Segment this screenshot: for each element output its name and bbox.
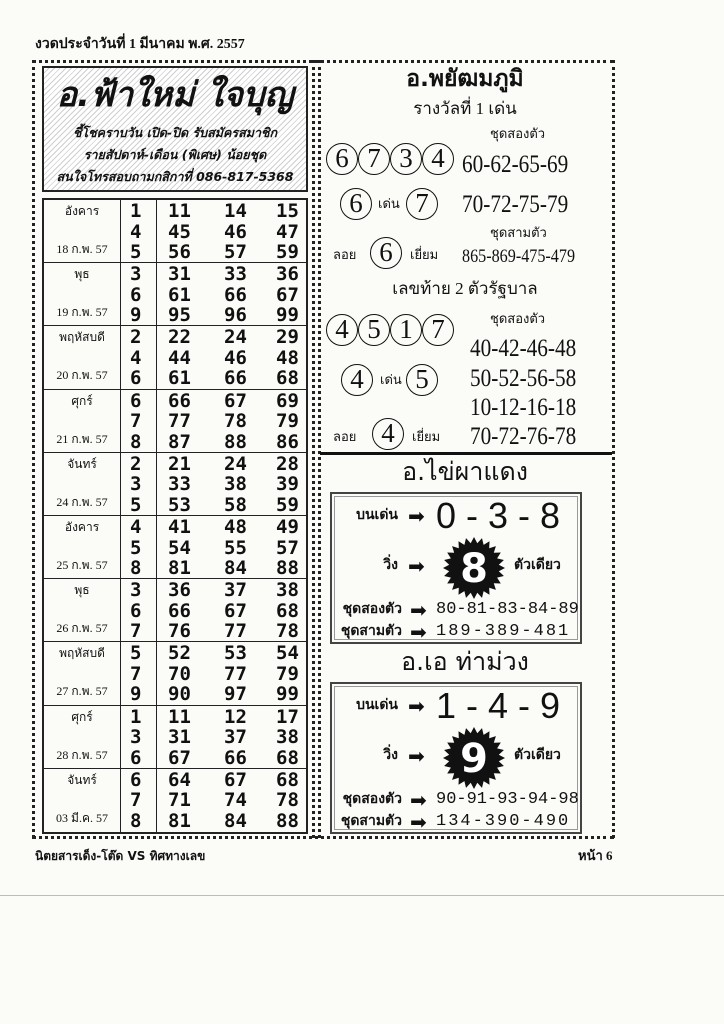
- three-digit-set: 189-389-481: [436, 622, 571, 641]
- number-cell: 38: [224, 473, 247, 496]
- number-cell: 68: [276, 746, 299, 769]
- number-cell: 68: [276, 599, 299, 622]
- three-digit-set: 865-869-475-479: [462, 246, 576, 267]
- two-digit-set: 10-12-16-18: [470, 394, 577, 421]
- frame-right: [612, 60, 615, 838]
- lead-digit: 2: [130, 326, 142, 349]
- day-label: พฤหัสบดี: [59, 330, 105, 345]
- magazine-name: นิตยสารเด็ง-โต๊ด VS ทิศทางเลข: [35, 849, 206, 863]
- number-cell: 95: [168, 304, 191, 327]
- number-cell: 79: [276, 662, 299, 685]
- number-cell: 49: [276, 516, 299, 538]
- number-cell: 24: [224, 326, 247, 349]
- number-cell: 36: [168, 579, 191, 602]
- run-label: วิ่ง: [383, 748, 398, 763]
- two-digit-set: 90-91-93-94-98: [436, 790, 579, 809]
- lead-digit: 7: [130, 662, 142, 685]
- lead-digit: 7: [130, 620, 142, 643]
- number-cell: 41: [168, 516, 191, 538]
- lead-word: เด่น: [378, 196, 400, 211]
- number-cell: 47: [276, 220, 299, 243]
- lead-digit: 7: [130, 789, 142, 812]
- number-cell: 31: [168, 726, 191, 749]
- lead-digit: 5: [130, 642, 142, 665]
- frame-bottom: [32, 836, 614, 839]
- lead-digit: 3: [130, 473, 142, 496]
- number-cell: 66: [224, 746, 247, 769]
- arrow-icon: ➡: [408, 504, 425, 528]
- number-cell: 86: [276, 430, 299, 453]
- daily-results-table: [42, 198, 308, 834]
- number-cell: 57: [276, 536, 299, 559]
- frame-divider: [318, 60, 321, 838]
- table-group: [44, 642, 306, 705]
- day-label: พุธ: [74, 267, 90, 282]
- three-digit-set: 134-390-490: [436, 812, 571, 831]
- number-cell: 12: [224, 705, 247, 728]
- lead-digit: 1: [130, 200, 142, 222]
- number-cell: 78: [276, 620, 299, 643]
- number-cell: 11: [168, 200, 191, 222]
- lead-digit: 5: [130, 493, 142, 516]
- number-cell: 37: [224, 579, 247, 602]
- two-digit-label: ชุดสองตัว: [490, 311, 546, 326]
- number-cell: 28: [276, 452, 299, 475]
- number-cell: 67: [276, 283, 299, 306]
- lead-digit: 8: [130, 430, 142, 453]
- table-group: [44, 200, 306, 263]
- page-number: หน้า 6: [578, 848, 613, 863]
- top-label: บนเด่น: [356, 698, 398, 713]
- number-cell: 87: [168, 430, 191, 453]
- starburst-icon: [442, 536, 506, 600]
- number-cell: 78: [276, 789, 299, 812]
- number-cell: 38: [276, 579, 299, 602]
- lead-digit: 6: [130, 283, 142, 306]
- lead-digit: 6: [130, 367, 142, 390]
- starburst-icon: [442, 726, 506, 790]
- info-line: ชี้โชคราบวัน เปิด-ปิด รับสมัครสมาชิก: [72, 125, 278, 140]
- date-label: 18 ก.พ. 57: [56, 242, 108, 256]
- table-group: [44, 516, 306, 579]
- top-label: บนเด่น: [356, 508, 398, 523]
- result-box: [330, 682, 582, 834]
- number-cell: 97: [224, 683, 247, 706]
- date-label: 24 ก.พ. 57: [56, 494, 108, 509]
- number-cell: 54: [168, 536, 191, 559]
- frame-top: [32, 60, 614, 63]
- number-cell: 99: [276, 304, 299, 327]
- number-cell: 53: [168, 493, 191, 516]
- number-cell: 71: [168, 789, 191, 812]
- arrow-icon: ➡: [410, 810, 427, 834]
- number-cell: 77: [224, 620, 247, 643]
- lead-digit: 6: [130, 746, 142, 769]
- digit-circle: 4: [326, 314, 358, 346]
- float-suffix: เยี่ยม: [410, 247, 439, 262]
- number-cell: 36: [276, 263, 299, 286]
- number-cell: 52: [168, 642, 191, 665]
- day-label: อังคาร: [64, 520, 100, 534]
- info-line: รายสัปดาห์-เดือน (พิเศษ) น้อยชุด: [83, 147, 267, 162]
- date-label: 19 ก.พ. 57: [56, 305, 108, 320]
- number-cell: 84: [224, 557, 247, 579]
- number-cell: 48: [224, 516, 247, 538]
- run-label: วิ่ง: [383, 558, 398, 573]
- number-cell: 77: [224, 662, 247, 685]
- number-cell: 64: [168, 768, 191, 791]
- table-group: [44, 769, 306, 832]
- number-cell: 67: [224, 599, 247, 622]
- number-cell: 67: [224, 768, 247, 791]
- number-cell: 66: [168, 599, 191, 622]
- number-cell: 56: [168, 241, 191, 263]
- arrow-icon: ➡: [410, 788, 427, 812]
- number-cell: 21: [168, 452, 191, 475]
- number-cell: 48: [276, 346, 299, 369]
- number-cell: 17: [276, 705, 299, 728]
- number-cell: 88: [276, 809, 299, 832]
- lead-digit: 4: [130, 346, 142, 369]
- section-title: อ.ไข่ผาแดง: [402, 457, 528, 486]
- top-numbers: 0 - 3 - 8: [436, 495, 561, 536]
- number-cell: 61: [168, 367, 191, 390]
- day-label: ศุกร์: [71, 393, 93, 408]
- number-cell: 11: [168, 705, 191, 728]
- arrow-icon: ➡: [408, 744, 425, 768]
- number-cell: 24: [224, 452, 247, 475]
- top-numbers: 1 - 4 - 9: [436, 685, 561, 726]
- number-cell: 38: [276, 726, 299, 749]
- lead-digit: 3: [130, 263, 142, 286]
- day-label: ศุกร์: [71, 709, 93, 724]
- number-cell: 37: [224, 726, 247, 749]
- digit-circle: 6: [370, 237, 402, 269]
- digit-circle: 3: [390, 143, 422, 175]
- two-digit-set: 60-62-65-69: [462, 151, 569, 178]
- date-label: 27 ก.พ. 57: [56, 684, 108, 699]
- lead-digit: 5: [130, 536, 142, 559]
- date-label: 26 ก.พ. 57: [56, 621, 108, 636]
- number-cell: 79: [276, 410, 299, 433]
- lead-digit: 4: [130, 516, 142, 538]
- number-cell: 70: [168, 662, 191, 685]
- table-group: [44, 263, 306, 326]
- number-cell: 22: [168, 326, 191, 349]
- table-group: [44, 579, 306, 642]
- number-cell: 66: [224, 283, 247, 306]
- run-starburst: [442, 726, 506, 790]
- table-group: [44, 390, 306, 453]
- result-box: [330, 492, 582, 644]
- run-digit: 9: [460, 736, 488, 782]
- two-digit-label: ชุดสองตัว: [490, 126, 546, 141]
- day-label: จันทร์: [67, 456, 97, 471]
- two-digit-set: 80-81-83-84-89: [436, 600, 579, 619]
- number-cell: 33: [168, 473, 191, 496]
- number-cell: 81: [168, 809, 191, 832]
- date-label: 21 ก.พ. 57: [56, 431, 108, 446]
- day-label: อังคาร: [64, 204, 100, 218]
- digit-circle: 4: [341, 364, 373, 396]
- lead-digit: 9: [130, 683, 142, 706]
- section-divider: [320, 452, 612, 455]
- float-word: ลอย: [333, 247, 357, 262]
- digit-circle: 1: [390, 314, 422, 346]
- two-label: ชุดสองตัว: [342, 792, 402, 807]
- lead-digit: 1: [130, 705, 142, 728]
- table-group: [44, 706, 306, 769]
- day-label: พฤหัสบดี: [59, 646, 105, 661]
- number-cell: 58: [224, 493, 247, 516]
- float-word: ลอย: [333, 429, 357, 444]
- date-label: 20 ก.พ. 57: [56, 368, 108, 383]
- digit-circle: 4: [372, 418, 404, 450]
- number-cell: 15: [276, 200, 299, 222]
- table-group: [44, 453, 306, 516]
- two-digit-set: 70-72-75-79: [462, 191, 569, 218]
- number-cell: 88: [224, 430, 247, 453]
- two-digit-set: 40-42-46-48: [470, 335, 577, 362]
- number-cell: 77: [168, 410, 191, 433]
- number-cell: 67: [168, 746, 191, 769]
- two-digit-set: 70-72-76-78: [470, 423, 577, 450]
- digit-circle: 7: [358, 143, 390, 175]
- number-cell: 90: [168, 683, 191, 706]
- number-cell: 31: [168, 263, 191, 286]
- lead-digit: 7: [130, 410, 142, 433]
- lead-digit: 8: [130, 557, 142, 579]
- number-cell: 39: [276, 473, 299, 496]
- number-cell: 88: [276, 557, 299, 579]
- digit-circle: 7: [422, 314, 454, 346]
- arrow-icon: ➡: [410, 620, 427, 644]
- s1-subtitle: รางวัลที่ 1 เด่น: [413, 99, 517, 118]
- number-cell: 61: [168, 283, 191, 306]
- number-cell: 33: [224, 263, 247, 286]
- number-cell: 44: [168, 346, 191, 369]
- number-cell: 81: [168, 557, 191, 579]
- number-cell: 54: [276, 642, 299, 665]
- digit-circle: 4: [422, 143, 454, 175]
- digit-circle: 6: [326, 143, 358, 175]
- digit-circle: 5: [406, 364, 438, 396]
- date-label: 03 มี.ค. 57: [56, 810, 108, 825]
- number-cell: 67: [224, 389, 247, 412]
- lead-digit: 4: [130, 220, 142, 243]
- number-cell: 99: [276, 683, 299, 706]
- frame-left: [32, 60, 35, 838]
- lead-digit: 9: [130, 304, 142, 327]
- three-digit-label: ชุดสามตัว: [490, 225, 547, 240]
- left-title: อ.ฟ้าใหม่ ใจบุญ: [56, 75, 294, 115]
- number-cell: 76: [168, 620, 191, 643]
- digit-circle: 6: [340, 188, 372, 220]
- two-label: ชุดสองตัว: [342, 602, 402, 617]
- lead-digit: 8: [130, 809, 142, 832]
- number-cell: 96: [224, 304, 247, 327]
- number-cell: 66: [168, 389, 191, 412]
- digit-circle: 5: [358, 314, 390, 346]
- frame-divider: [312, 60, 315, 838]
- day-label: พุธ: [74, 583, 90, 598]
- number-cell: 46: [224, 220, 247, 243]
- arrow-icon: ➡: [408, 554, 425, 578]
- lead-digit: 2: [130, 452, 142, 475]
- date-label: 25 ก.พ. 57: [56, 558, 108, 572]
- number-cell: 68: [276, 367, 299, 390]
- date-label: 28 ก.พ. 57: [56, 747, 108, 762]
- number-cell: 78: [224, 410, 247, 433]
- three-label: ชุดสามตัว: [340, 814, 402, 829]
- s1-title: อ.พยัฒมภูมิ: [406, 66, 524, 92]
- issue-date: งวดประจำวันที่ 1 มีนาคม พ.ศ. 2557: [35, 37, 245, 52]
- arrow-icon: ➡: [410, 598, 427, 622]
- contact-line: สนใจโทรสอบถามกสิกาที่ 086-817-5368: [56, 169, 294, 184]
- number-cell: 68: [276, 768, 299, 791]
- lead-digit: 5: [130, 241, 142, 263]
- float-suffix: เยี่ยม: [412, 429, 441, 444]
- lead-digit: 6: [130, 768, 142, 791]
- number-cell: 14: [224, 200, 247, 222]
- lead-digit: 3: [130, 579, 142, 602]
- number-cell: 53: [224, 642, 247, 665]
- number-cell: 66: [224, 367, 247, 390]
- single-label: ตัวเดียว: [514, 558, 561, 573]
- three-label: ชุดสามตัว: [340, 624, 402, 639]
- number-cell: 46: [224, 346, 247, 369]
- section-title: อ.เอ ท่าม่วง: [401, 647, 529, 676]
- title-box: [42, 66, 308, 192]
- number-cell: 84: [224, 809, 247, 832]
- number-cell: 57: [224, 241, 247, 263]
- number-cell: 74: [224, 789, 247, 812]
- lead-digit: 3: [130, 726, 142, 749]
- number-cell: 59: [276, 493, 299, 516]
- number-cell: 45: [168, 220, 191, 243]
- lead-digit: 6: [130, 389, 142, 412]
- number-cell: 69: [276, 389, 299, 412]
- s1-subtitle-2: เลขท้าย 2 ตัวรัฐบาล: [392, 279, 538, 298]
- single-label: ตัวเดียว: [514, 748, 561, 763]
- number-cell: 29: [276, 326, 299, 349]
- table-group: [44, 326, 306, 389]
- scan-edge: [0, 895, 724, 896]
- digit-circle: 7: [406, 188, 438, 220]
- day-label: จันทร์: [67, 772, 97, 787]
- number-cell: 59: [276, 241, 299, 263]
- lead-digit: 6: [130, 599, 142, 622]
- run-digit: 8: [460, 546, 488, 592]
- lead-word: เด่น: [380, 372, 402, 387]
- run-starburst: [442, 536, 506, 600]
- number-cell: 55: [224, 536, 247, 559]
- arrow-icon: ➡: [408, 694, 425, 718]
- two-digit-set: 50-52-56-58: [470, 365, 577, 392]
